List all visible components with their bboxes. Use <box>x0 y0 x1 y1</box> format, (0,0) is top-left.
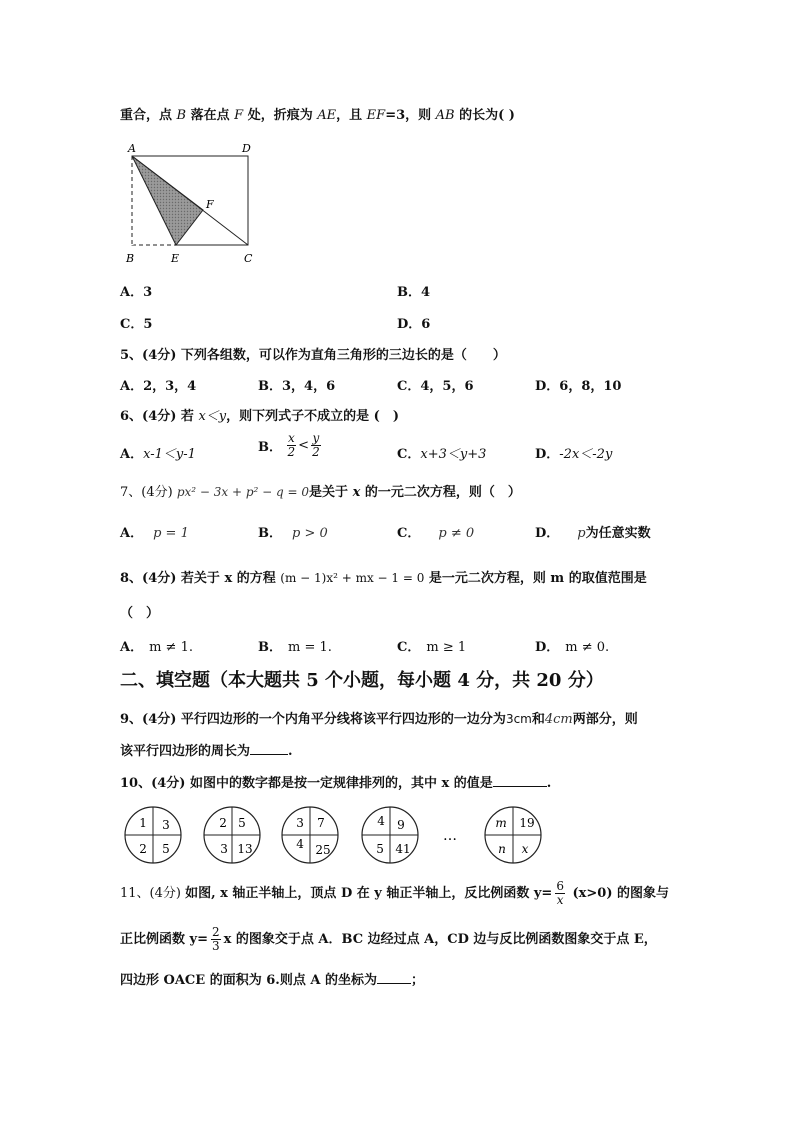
circle-1 <box>125 807 181 863</box>
q7-option-a-value: p = 1 <box>153 526 189 541</box>
q8-stem-cont <box>120 602 159 621</box>
q4-option-a-value: 3 <box>143 285 153 300</box>
q7-equation: px² − 3x + p² − q = 0 <box>176 485 310 499</box>
q4-option-c[interactable] <box>120 313 152 332</box>
q8-text-a: 若关于 x 的方程 <box>180 571 281 586</box>
q4-option-c-letter: C． <box>120 317 144 332</box>
q11-f1-den: x <box>556 893 564 907</box>
q4-option-c-value: 5 <box>143 317 153 332</box>
q9-stem <box>120 708 638 727</box>
shaded-triangle-aef <box>132 156 203 245</box>
q4-text-line <box>120 104 515 123</box>
label-a: A <box>128 142 136 155</box>
q8-stem <box>120 567 647 586</box>
q7-text-a: 是关于 <box>309 485 353 500</box>
q10-end: . <box>546 776 552 791</box>
q9-stem-cont <box>120 740 293 759</box>
section-2-title: 二、填空题（本大题共 5 个小题，每小题 4 分，共 20 分） <box>120 670 604 691</box>
q6-option-b-rel: < <box>298 438 310 453</box>
q9-value-2: 4cm <box>544 712 573 727</box>
q9-text-b: 两部分，则 <box>572 712 638 727</box>
circle-5 <box>485 807 541 863</box>
q8-equation: (m − 1)x² + mx − 1 = 0 <box>280 571 425 585</box>
circle-4-br: 41 <box>395 842 411 856</box>
q8-option-b-letter: B． <box>258 640 282 655</box>
frac-y-num: y <box>312 431 320 445</box>
q6-option-a-value: x-1＜y-1 <box>143 447 196 462</box>
q9-answer-blank[interactable] <box>250 742 288 755</box>
q8-option-c-value: m ≥ 1 <box>426 640 467 655</box>
q6-text-a: 若 <box>180 409 199 424</box>
q4-option-a-letter: A． <box>120 285 144 300</box>
q11-text-a: 如图, x 轴正半轴上，顶点 D 在 y 轴正半轴上，反比例函数 y= <box>185 886 553 901</box>
q9-text-c: 该平行四边形的周长为 <box>120 744 251 759</box>
q11-text-b: (x>0) 的图象与 <box>567 886 670 901</box>
q4-var-f: F <box>234 108 244 123</box>
q6-option-b-frac-x <box>287 432 297 459</box>
q6-option-c-letter: C． <box>397 447 421 462</box>
q5-option-b-value: 3，4，6 <box>282 379 336 394</box>
q4-option-a[interactable] <box>120 281 152 300</box>
label-c: C <box>244 252 253 265</box>
q10-circles-figure <box>120 800 560 870</box>
circle-5-tl: m <box>495 816 507 830</box>
q6-option-a[interactable] <box>120 443 196 462</box>
frac-y-den: 2 <box>312 445 320 459</box>
q10-stem <box>120 772 551 791</box>
q7-option-d-letter: D． <box>535 526 560 541</box>
circle-2-br: 13 <box>237 842 253 856</box>
q8-option-a-letter: A． <box>120 640 144 655</box>
label-d: D <box>242 142 251 155</box>
q11-text-c: 正比例函数 y= <box>120 932 208 947</box>
q7-var-x: x <box>352 485 361 500</box>
circle-3-tr: 7 <box>317 816 325 830</box>
q6-option-c-value: x+3＜y+3 <box>420 447 487 462</box>
q5-text: 下列各组数，可以作为直角三角形的三边长的是（ ） <box>180 348 506 363</box>
q7-option-d-value: 为任意实数 <box>585 526 651 541</box>
q10-answer-blank[interactable] <box>493 774 547 787</box>
q7-option-a[interactable] <box>120 522 189 541</box>
q4-option-d-letter: D． <box>397 317 422 332</box>
q11-stem-3 <box>120 969 424 988</box>
q4-var-ab: AB <box>435 108 455 123</box>
q11-answer-blank[interactable] <box>377 971 411 984</box>
circle-1-tl: 1 <box>139 816 147 830</box>
q11-end: ； <box>410 973 424 988</box>
q7-option-b[interactable] <box>258 522 328 541</box>
circle-1-br: 5 <box>162 842 170 856</box>
q4-option-b-value: 4 <box>421 285 431 300</box>
q4-text-c: 处，折痕为 <box>243 108 318 123</box>
circle-2-bl: 3 <box>220 842 228 856</box>
q8-option-d-letter: D． <box>535 640 560 655</box>
frac-x-num: x <box>287 431 295 445</box>
q7-option-a-letter: A． <box>120 526 144 541</box>
q7-option-c[interactable] <box>397 522 474 541</box>
q10-number: 10、(4分) <box>120 776 190 791</box>
q4-option-b[interactable] <box>397 281 430 300</box>
q5-option-a-value: 2，3，4 <box>143 379 197 394</box>
q4-var-ef: EF <box>366 108 386 123</box>
diagonal-ac <box>132 156 248 245</box>
q8-option-c[interactable] <box>397 636 466 655</box>
q9-number: 9、(4分) <box>120 712 181 727</box>
q6-option-d[interactable] <box>535 443 612 462</box>
q8-option-d-value: m ≠ 0. <box>565 640 610 655</box>
q8-option-b[interactable] <box>258 636 332 655</box>
q10-text: 如图中的数字都是按一定规律排列的，其中 x 的值是 <box>189 776 493 791</box>
circle-2-tl: 2 <box>219 816 227 830</box>
q7-option-b-letter: B． <box>258 526 282 541</box>
q6-number: 6、(4分) <box>120 409 181 424</box>
q9-and: 和 <box>531 712 545 727</box>
q5-number: 5、(4分) <box>120 348 181 363</box>
q9-value-1: 3cm <box>505 712 532 726</box>
circle-5-br: x <box>521 842 529 856</box>
circle-2 <box>204 807 260 863</box>
label-f: F <box>206 198 214 211</box>
circle-3 <box>282 807 338 863</box>
q4-var-ae: AE <box>317 108 337 123</box>
q4-option-d[interactable] <box>397 313 430 332</box>
q5-option-c-value: 4，5，6 <box>420 379 474 394</box>
q4-text-a: 重合，点 <box>120 108 177 123</box>
q11-stem-1 <box>120 880 669 907</box>
q11-f1-num: 6 <box>556 879 564 893</box>
q5-option-a[interactable] <box>120 375 196 394</box>
q7-text-b: 的一元二次方程，则（ ） <box>360 485 521 500</box>
q11-frac-6-over-x <box>555 880 565 907</box>
frac-x-den: 2 <box>287 445 296 459</box>
q5-option-d-value: 6，8，10 <box>559 379 622 394</box>
circle-5-tr: 19 <box>519 816 535 830</box>
q8-number: 8、(4分) <box>120 571 181 586</box>
circle-3-tl: 3 <box>296 816 304 830</box>
q8-text-c: （ ） <box>120 606 160 621</box>
q8-option-c-letter: C． <box>397 640 421 655</box>
q10-ellipsis: … <box>443 828 457 844</box>
q8-option-d[interactable] <box>535 636 609 655</box>
circle-3-br: 25 <box>315 843 331 857</box>
label-e: E <box>171 252 180 265</box>
q6-option-d-value: -2x＜-2y <box>559 447 613 462</box>
q7-option-b-value: p > 0 <box>292 526 328 541</box>
q4-option-d-value: 6 <box>421 317 431 332</box>
circle-2-tr: 5 <box>238 816 246 830</box>
q6-option-a-letter: A． <box>120 447 144 462</box>
q8-text-b: 是一元二次方程，则 m 的取值范围是 <box>424 571 647 586</box>
q7-number: 7、(4分) <box>120 485 177 500</box>
q5-option-c-letter: C． <box>397 379 421 394</box>
q5-option-d-letter: D． <box>535 379 560 394</box>
q6-option-d-letter: D． <box>535 447 560 462</box>
q11-text-d: x 的图象交于点 A．BC 边经过点 A，CD 边与反比例函数图象交于点 E， <box>223 932 657 947</box>
q11-text-e: 四边形 OACE 的面积为 6.则点 A 的坐标为 <box>120 973 377 988</box>
circle-5-bl: n <box>498 842 506 856</box>
circle-4-bl: 5 <box>376 842 384 856</box>
q5-option-b-letter: B． <box>258 379 282 394</box>
q5-option-c[interactable] <box>397 375 474 394</box>
q11-stem-2 <box>120 926 657 953</box>
q6-option-b-frac-y <box>311 432 321 459</box>
circle-3-bl: 4 <box>296 837 304 851</box>
q8-option-a[interactable] <box>120 636 193 655</box>
q4-eq3: =3，则 <box>385 108 436 123</box>
circle-4 <box>362 807 418 863</box>
q7-option-d-var: p <box>577 526 586 541</box>
q7-option-d[interactable] <box>535 522 651 541</box>
q4-rectangle-figure <box>120 138 270 268</box>
q11-f2-num: 2 <box>211 925 220 939</box>
q6-condition: x＜y <box>198 409 227 424</box>
circle-1-tr: 3 <box>162 818 170 832</box>
circle-1-bl: 2 <box>139 842 147 856</box>
q5-stem <box>120 344 506 363</box>
q4-text-e: 的长为( ) <box>454 108 515 123</box>
q9-text-a: 平行四边形的一个内角平分线将该平行四边形的一边分为 <box>180 712 506 727</box>
q6-option-c[interactable] <box>397 443 486 462</box>
q4-var-b: B <box>176 108 187 123</box>
q7-option-c-value: p ≠ 0 <box>438 526 475 541</box>
q4-option-b-letter: B． <box>397 285 421 300</box>
q9-end: . <box>288 744 293 759</box>
q7-stem <box>120 481 521 500</box>
q8-option-b-value: m = 1. <box>288 640 332 655</box>
circle-4-tl: 4 <box>377 814 385 828</box>
q8-option-a-value: m ≠ 1. <box>149 640 193 655</box>
q4-text-d: ，且 <box>336 108 367 123</box>
q6-text-b: ，则下列式子不成立的是 ( ) <box>226 409 399 424</box>
q6-option-b-letter: B． <box>258 440 282 455</box>
q4-text-b: 落在点 <box>186 108 235 123</box>
q11-number: 11、(4分) <box>120 886 186 901</box>
q6-stem <box>120 405 399 424</box>
q5-option-d[interactable] <box>535 375 621 394</box>
q11-f2-den: 3 <box>211 939 220 953</box>
circle-4-tr: 9 <box>397 818 405 832</box>
q11-frac-2-over-3 <box>211 926 221 953</box>
q5-option-b[interactable] <box>258 375 335 394</box>
q7-option-c-letter: C． <box>397 526 421 541</box>
q6-option-b[interactable] <box>258 432 321 459</box>
label-b: B <box>126 252 135 265</box>
q5-option-a-letter: A． <box>120 379 144 394</box>
